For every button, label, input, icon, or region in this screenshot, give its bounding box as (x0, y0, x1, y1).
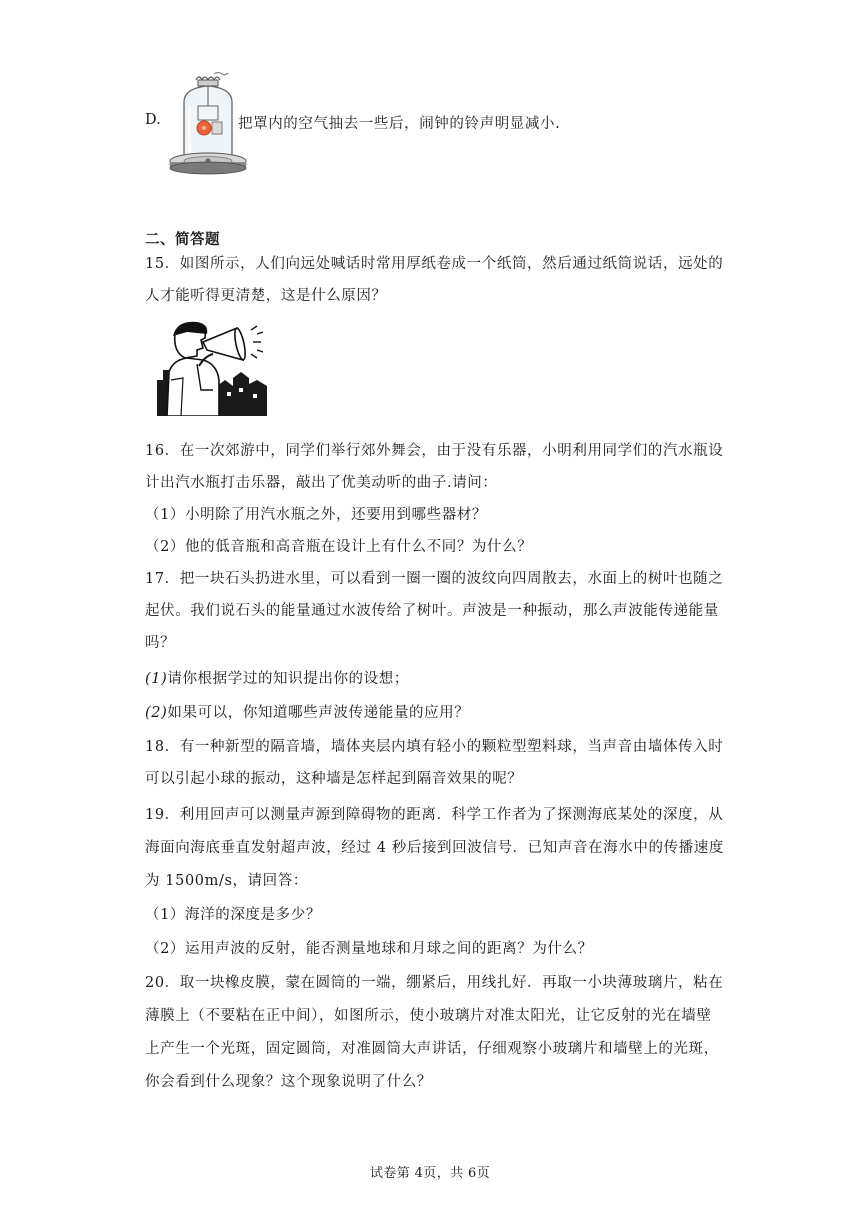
q17-sub1 (145, 669, 409, 689)
q19-line1: 19．利用回声可以测量声源到障碍物的距离．科学工作者为了探测海底某处的深度，从 (145, 807, 724, 823)
q17-sub2 (145, 703, 469, 723)
q20-line3: 上产生一个光斑，固定圆筒，对准圆筒大声讲话，仔细观察小玻璃片和墙壁上的光斑， (145, 1041, 719, 1057)
q17-sub2-number: (2) (145, 705, 168, 721)
q17-sub2-text: 如果可以，你知道哪些声波传递能量的应用？ (167, 705, 470, 721)
q17-sub1-text: 请你根据学过的知识提出你的设想； (167, 671, 409, 687)
q17-line2: 起伏。我们说石头的能量通过水波传给了树叶。声波是一种振动，那么声波能传递能量 (145, 603, 719, 619)
q19-line2: 海面向海底垂直发射超声波，经过 4 秒后接到回波信号．已知声音在海水中的传播速度 (145, 840, 724, 856)
q16-line1: 16．在一次郊游中，同学们举行郊外舞会，由于没有乐器，小明利用同学们的汽水瓶设 (145, 443, 724, 459)
page-footer: 试卷第 4页，共 6页 (369, 1166, 491, 1181)
q19-line3: 为 1500m/s，请回答： (145, 873, 308, 889)
q19-sub2: （2）运用声波的反射，能否测量地球和月球之间的距离？为什么？ (145, 941, 593, 957)
q18-line2: 可以引起小球的振动，这种墙是怎样起到隔音效果的呢？ (145, 771, 523, 787)
q20-line2: 薄膜上（不要粘在正中间），如图所示，使小玻璃片对准太阳光，让它反射的光在墙壁 (145, 1008, 712, 1024)
bell-jar-figure (168, 66, 248, 182)
q15-line1: 15．如图所示，人们向远处喊话时常用厚纸卷成一个纸筒，然后通过纸筒说话，远处的 (145, 256, 724, 272)
q17-sub1-number: (1) (145, 671, 168, 687)
option-d-text: 把罩内的空气抽去一些后，闹钟的铃声明显减小. (238, 116, 561, 132)
q16-sub1: （1）小明除了用汽水瓶之外，还要用到哪些器材？ (145, 507, 488, 523)
q18-line1: 18．有一种新型的隔音墙，墙体夹层内填有轻小的颗粒型塑料球，当声音由墙体传入时 (145, 739, 724, 755)
q19-sub1: （1）海洋的深度是多少？ (145, 907, 321, 923)
q15-line2: 人才能听得更清楚，这是什么原因？ (145, 288, 387, 304)
q20-line4: 你会看到什么现象？这个现象说明了什么？ (145, 1074, 432, 1090)
option-d-label: D. (145, 112, 161, 128)
section-title: 二、简答题 (145, 232, 220, 248)
megaphone-person-figure (157, 320, 269, 416)
q16-line2: 计出汽水瓶打击乐器，敲出了优美动听的曲子.请问： (145, 475, 498, 491)
q16-sub2: （2）他的低音瓶和高音瓶在设计上有什么不同？为什么？ (145, 539, 533, 555)
q20-line1: 20．取一块橡皮膜，蒙在圆筒的一端，绷紧后，用线扎好．再取一小块薄玻璃片，粘在 (145, 975, 724, 991)
q17-line1: 17．把一块石头扔进水里，可以看到一圈一圈的波纹向四周散去，水面上的树叶也随之 (145, 571, 724, 587)
q17-line3: 吗？ (145, 635, 176, 651)
